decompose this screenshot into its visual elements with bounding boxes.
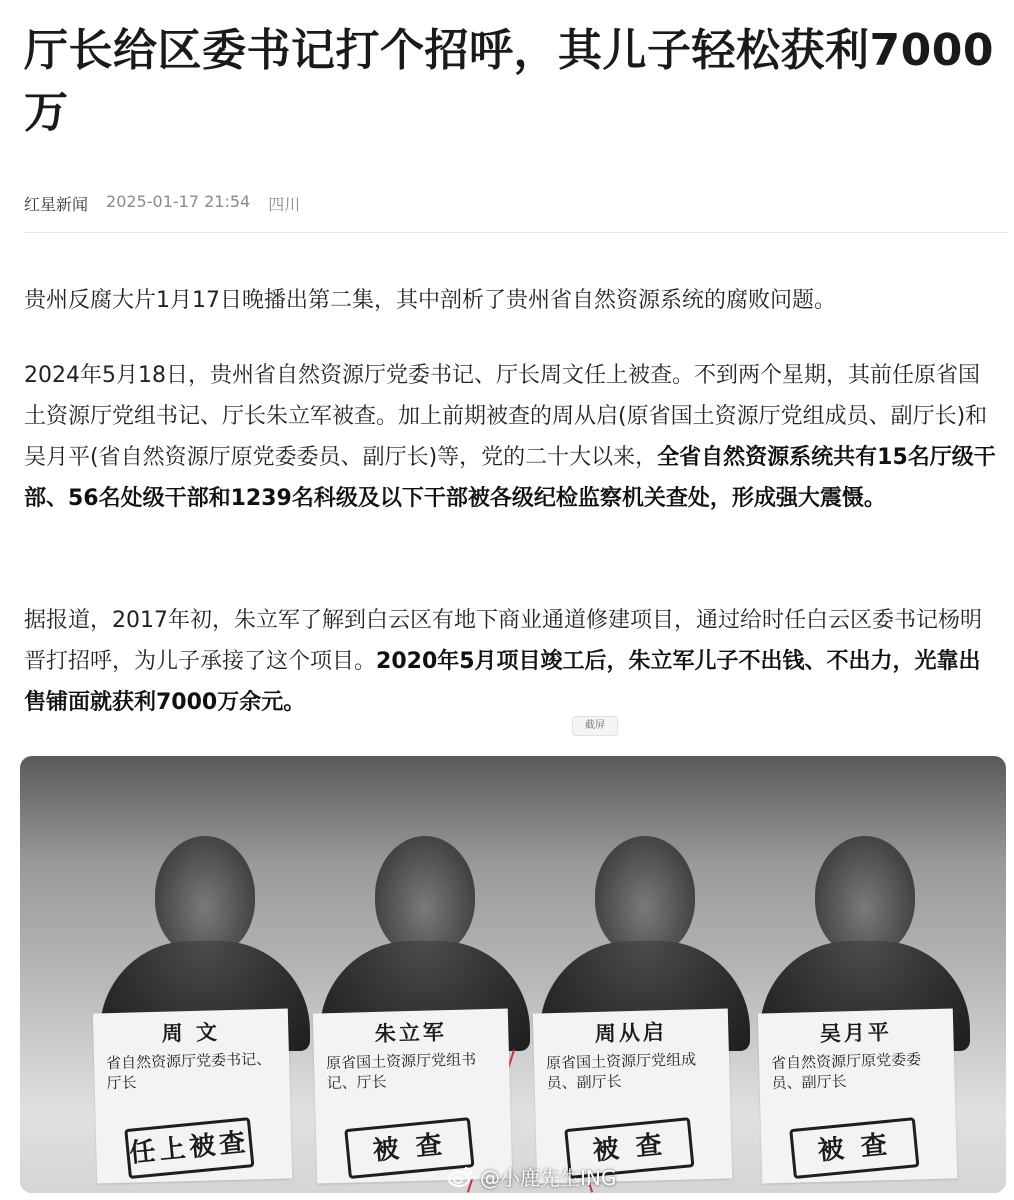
article-title: 厅长给区委书记打个招呼，其儿子轻松获利7000万: [24, 25, 994, 138]
paragraph-1-text: 贵州反腐大片1月17日晚播出第二集，其中剖析了贵州省自然资源系统的腐败问题。: [24, 288, 836, 313]
name-card: [313, 1008, 512, 1183]
card-stamp: 被 查: [564, 1117, 694, 1179]
paragraph-3-text: 据报道，2017年初，朱立军了解到白云区有地下商业通道修建项目，通过给时任白云区委书记杨明晋打招呼，为儿子承接了这个项目。: [24, 608, 982, 674]
divider: [24, 232, 1008, 233]
person-silhouette: [540, 836, 750, 1036]
news-photo[interactable]: [20, 756, 1006, 1193]
card-stamp: 被 查: [789, 1117, 919, 1179]
card-role: 原省国土资源厅党组成员、副厅长: [545, 1050, 697, 1093]
card-name: 吴月平: [819, 1020, 893, 1046]
source-link[interactable]: 红星新闻: [24, 195, 89, 214]
paragraph-3: [24, 600, 999, 723]
screenshot-tag: 截屏: [572, 716, 618, 736]
card-name: 朱立军: [374, 1020, 448, 1046]
card-name: 周从启: [594, 1020, 668, 1046]
card-role: 省自然资源厅党委书记、厅长: [105, 1049, 272, 1093]
paragraph-2-bold: 全省自然资源系统共有15名厅级干部、56名处级干部和1239名科级及以下干部被各级纪检监察机关查处，形成强大震慑。: [24, 445, 996, 511]
paragraph-1: [24, 280, 999, 321]
paragraph-2: [24, 355, 999, 519]
paragraph-2-text: 2024年5月18日，贵州省自然资源厅党委书记、厅长周文任上被查。不到两个星期，其前任原省国土资源厅党组书记、厅长朱立军被查。加上前期被查的周从启(原省国土资源厅党组成员、副厅长)和吴月平(省自然资源厅原党委委员、副厅长)等，党的二十大以来，: [24, 363, 988, 470]
article-meta: [24, 192, 300, 215]
card-role: 原省国土资源厅党组书记、厅长: [325, 1050, 477, 1093]
card-stamp: 任上被查: [124, 1117, 254, 1179]
name-card: [758, 1008, 957, 1183]
weibo-icon: [448, 1164, 474, 1190]
name-card: [93, 1008, 292, 1183]
card-stamp: 被 查: [344, 1117, 474, 1179]
name-card: [533, 1008, 732, 1183]
watermark-text: @小鹿先生ING: [480, 1166, 617, 1190]
watermark: [448, 1162, 616, 1191]
person-silhouette: [320, 836, 530, 1036]
publish-date: 2025-01-17 21:54: [106, 192, 251, 211]
person-silhouette: [760, 836, 970, 1036]
paragraph-3-bold: 2020年5月项目竣工后，朱立军儿子不出钱、不出力，光靠出售铺面就获利7000万余元。: [24, 649, 981, 715]
person-silhouette: [100, 836, 310, 1036]
publish-location: 四川: [268, 195, 301, 214]
card-role: 省自然资源厅原党委委员、副厅长: [770, 1050, 922, 1093]
card-name: 周 文: [161, 1020, 221, 1046]
